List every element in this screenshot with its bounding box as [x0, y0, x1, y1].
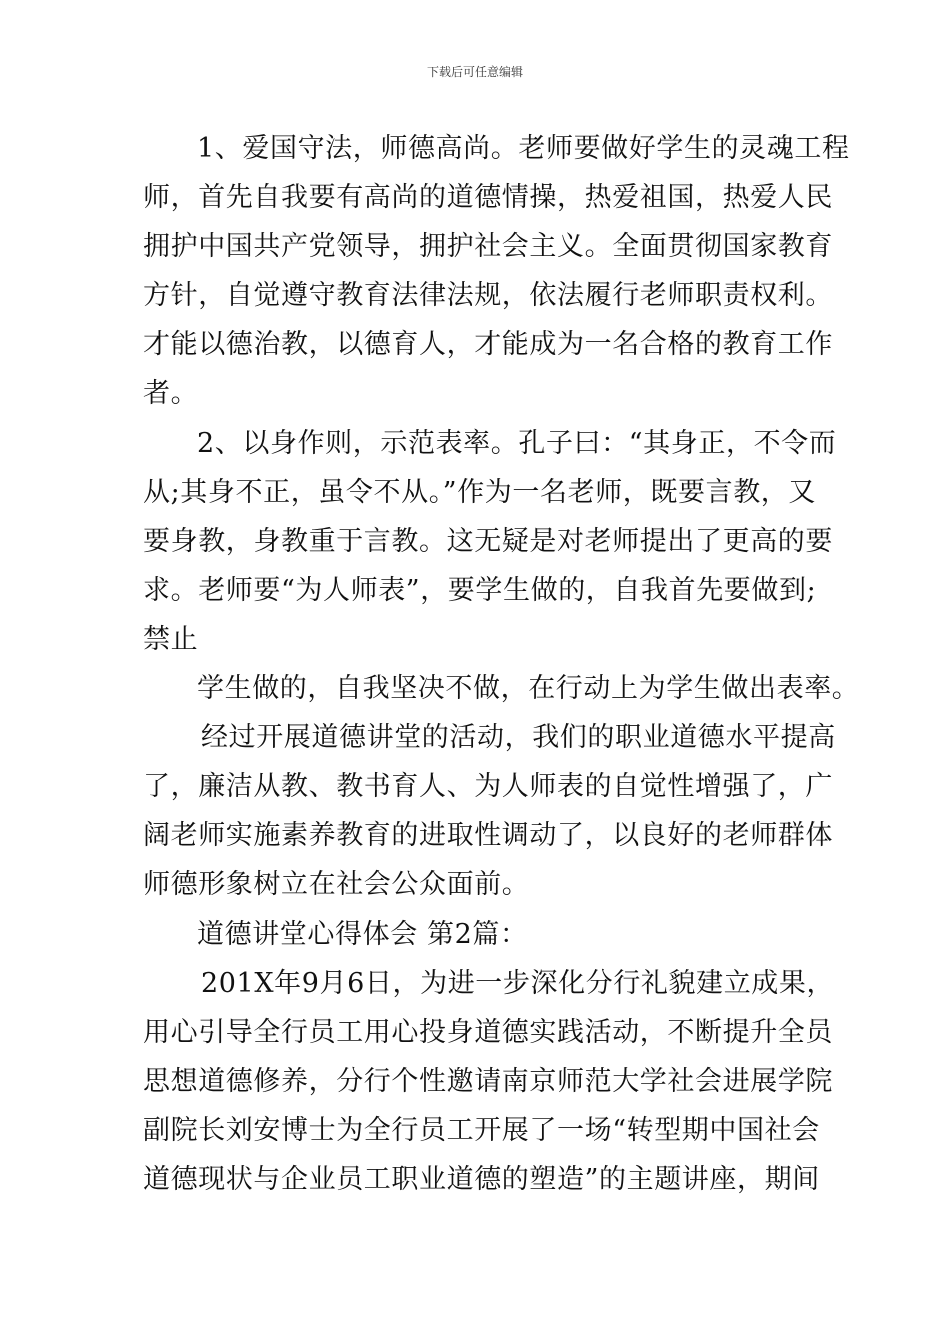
text-line: 副院长刘安博士为全行员工开展了一场“转型期中国社会	[143, 1114, 820, 1146]
text-line: 才能以德治教，以德育人，才能成为一名合格的教育工作	[143, 329, 833, 361]
text-line: 1、爱国守法，师德高尚。老师要做好学生的灵魂工程	[197, 133, 850, 164]
text-line: 学生做的，自我坚决不做，在行动上为学生做出表率。	[197, 673, 860, 705]
text-line: 从;其身不正，虽令不从。”作为一名老师，既要言教，又	[143, 476, 816, 508]
text-line: 求。老师要“为人师表”，要学生做的，自我首先要做到;	[143, 574, 817, 606]
text-line: 拥护中国共产党领导，拥护社会主义。全面贯彻国家教育	[143, 231, 833, 263]
text-line: 201X年9月6日，为进一步深化分行礼貌建立成果，	[201, 967, 835, 999]
text-line: 思想道德修养，分行个性邀请南京师范大学社会进展学院	[143, 1065, 833, 1097]
text-line: 道德现状与企业员工职业道德的塑造”的主题讲座，期间	[143, 1163, 820, 1195]
text-line: 2、以身作则，示范表率。孔子曰：“其身正，不令而	[197, 427, 837, 459]
document-body	[143, 124, 860, 1204]
text-line: 道德讲堂心得体会 第2篇：	[197, 918, 528, 950]
text-line: 用心引导全行员工用心投身道德实践活动，不断提升全员	[143, 1016, 833, 1048]
text-line: 者。	[143, 378, 199, 410]
text-line: 经过开展道德讲堂的活动，我们的职业道德水平提高	[201, 722, 836, 754]
text-line: 阔老师实施素养教育的进取性调动了，以良好的老师群体	[143, 820, 833, 852]
text-line: 方针，自觉遵守教育法律法规，依法履行老师职责权利。	[143, 280, 833, 312]
page-header: 下载后可任意编辑	[426, 65, 523, 79]
text-line: 了，廉洁从教、教书育人、为人师表的自觉性增强了，广	[143, 771, 833, 803]
text-line: 师，首先自我要有高尚的道德情操，热爱祖国，热爱人民	[143, 182, 833, 214]
text-line: 要身教，身教重于言教。这无疑是对老师提出了更高的要	[143, 525, 833, 557]
text-line: 师德形象树立在社会公众面前。	[143, 869, 530, 901]
text-line: 禁止	[143, 623, 199, 655]
